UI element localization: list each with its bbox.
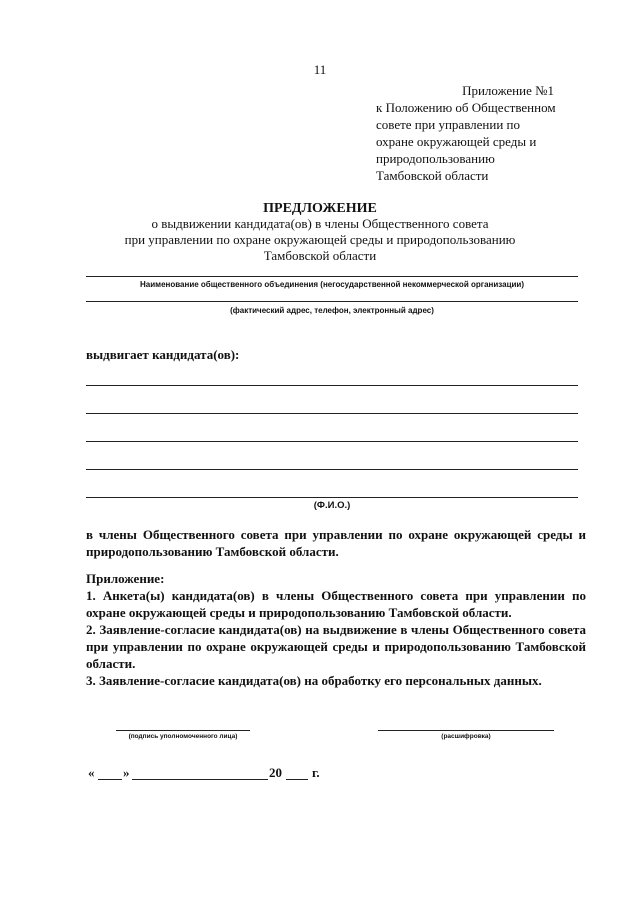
candidate-line[interactable] (86, 385, 578, 386)
attachments-heading: Приложение: (86, 571, 165, 586)
organization-field-line[interactable] (86, 276, 578, 277)
document-title: ПРЕДЛОЖЕНИЕ (263, 201, 377, 216)
signature-caption: (подпись уполномоченного лица) (128, 733, 238, 740)
close-quote: » (123, 765, 130, 780)
date-line (88, 764, 348, 782)
signature-line[interactable] (116, 730, 250, 731)
appendix-header (376, 82, 606, 184)
attachments (86, 570, 586, 689)
month-field-line[interactable] (132, 779, 268, 780)
candidate-line[interactable] (86, 497, 578, 498)
decoding-caption: (расшифровка) (441, 733, 491, 740)
appendix-line: совете при управлении по (376, 117, 520, 132)
nominates-label: выдвигает кандидата(ов): (86, 347, 240, 362)
open-quote: « (88, 765, 95, 780)
address-caption: (фактический адрес, телефон, электронный адрес) (230, 306, 434, 315)
attachment-item: 2. Заявление-согласие кандидата(ов) на выдвижение в члены Общественного совета при управлении по охране окружающей среды и природопользованию Тамбовской области. (86, 622, 586, 671)
attachment-item: 1. Анкета(ы) кандидата(ов) в члены Общественного совета при управлении по охране окружающей среды и природопользованию Тамбовской области. (86, 588, 586, 620)
day-field-line[interactable] (98, 779, 122, 780)
document-subtitle (60, 216, 580, 264)
subtitle-line: при управлении по охране окружающей среды и природопользованию (124, 232, 516, 247)
page-number: 11 (313, 62, 327, 77)
subtitle-line: о выдвижении кандидата(ов) в члены Общественного совета (151, 216, 489, 231)
subtitle-line: Тамбовской области (263, 248, 377, 263)
candidate-line[interactable] (86, 469, 578, 470)
purpose-text: в члены Общественного совета при управлении по охране окружающей среды и природопользованию Тамбовской области. (86, 527, 586, 559)
appendix-line: природопользованию (376, 151, 495, 166)
year-field-line[interactable] (286, 779, 308, 780)
candidate-line[interactable] (86, 441, 578, 442)
candidate-line[interactable] (86, 413, 578, 414)
year-prefix: 20 (269, 765, 282, 780)
decoding-line[interactable] (378, 730, 554, 731)
year-suffix: г. (312, 765, 320, 780)
appendix-line: к Положению об Общественном (376, 100, 556, 115)
address-field-line[interactable] (86, 301, 578, 302)
appendix-line: Тамбовской области (376, 168, 489, 183)
attachment-item: 3. Заявление-согласие кандидата(ов) на обработку его персональных данных. (86, 673, 542, 688)
appendix-label: Приложение №1 (462, 83, 554, 98)
appendix-line: охране окружающей среды и (376, 134, 537, 149)
organization-caption: Наименование общественного объединения (негосударственной некоммерческой организации) (140, 280, 524, 289)
fio-caption: (Ф.И.О.) (313, 500, 351, 511)
